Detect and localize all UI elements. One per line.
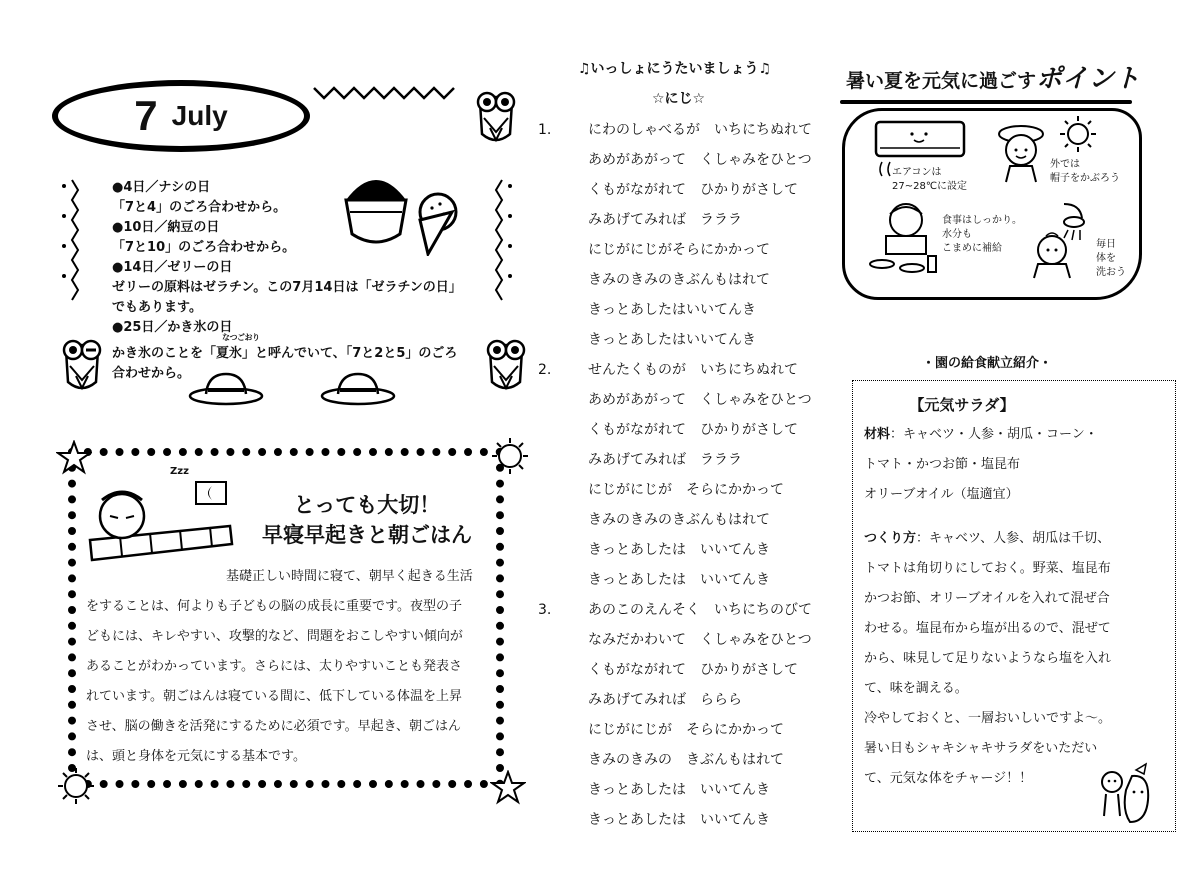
event-line: ●14日／ゼリーの日 <box>112 260 233 275</box>
ingredients-label: 材料 <box>864 427 891 442</box>
month-badge <box>52 80 310 152</box>
menu-title: 【元気サラダ】 <box>909 396 1015 414</box>
side-decoration-left <box>58 176 82 306</box>
summer-title-emphasis: ポイント <box>1036 64 1141 94</box>
owl-icon-right <box>480 332 532 394</box>
tip-aircon: エアコンは 27~28℃に設定 <box>892 167 968 192</box>
method-line-1 <box>864 524 1110 554</box>
method-line: から、味見して足りないようなら塩を入れ <box>864 651 1112 666</box>
summer-points-title <box>846 58 1140 95</box>
lyric-line: にじがにじが そらにかかって <box>588 482 784 498</box>
lyric-line: きっとあしたはいいてんき <box>588 302 756 318</box>
ruby-reading: なつごおり <box>222 333 260 342</box>
method-line: 暑い日もシャキシャキサラダをいただい <box>864 741 1098 756</box>
event-line: でもあります。 <box>112 300 202 315</box>
child-eating-icon <box>866 200 940 280</box>
lyric-line: みあげてみれば ラララ <box>588 452 742 468</box>
lyric-line: きっとあしたは いいてんき <box>588 812 770 828</box>
month-name: July <box>171 100 228 131</box>
tip-bath: 毎日 体を 洗おう <box>1096 239 1126 278</box>
lyric-line: あめがあがって くしゃみをひとつ <box>588 152 812 168</box>
body-line: 基礎正しい時間に寝て、朝早く起きる生活 <box>226 569 473 584</box>
body-line: させ、脳の働きを活発にするために必須です。早起き、朝ごはん <box>86 719 462 734</box>
body-line: れています。朝ごはんは寝ている間に、低下している体温を上昇 <box>86 689 462 704</box>
lyric-line: みあげてみれば ららら <box>588 692 742 708</box>
method-line: 冷やしておくと、一層おいしいですよ～。 <box>864 711 1112 726</box>
straw-hat-icon <box>318 370 398 406</box>
method-label: つくり方 <box>864 531 917 546</box>
vegetable-characters-icon <box>1096 760 1160 826</box>
tip-meal: 食事はしっかり。 水分も こまめに補給 <box>942 215 1022 254</box>
event-line: 「7と10」のごろ合わせから。 <box>112 240 296 255</box>
straw-hat-icon <box>186 370 266 406</box>
owl-icon <box>470 84 522 146</box>
side-decoration-right <box>492 176 516 306</box>
sun-icon <box>56 766 96 806</box>
lyric-line: くもがながれて ひかりがさして <box>588 662 798 678</box>
sleeping-child-icon <box>80 470 240 570</box>
lyric-line: きっとあしたはいいてんき <box>588 332 756 348</box>
lyric-line: きっとあしたは いいてんき <box>588 782 770 798</box>
body-line: をすることは、何よりも子どもの脳の成長に重要です。夜型の子 <box>86 599 462 614</box>
lyric-line: きみのきみの きぶんもはれて <box>588 752 784 768</box>
verse-number: 1. <box>538 122 552 138</box>
lyric-line: きみのきみのきぶんもはれて <box>588 512 770 528</box>
method-line: わせる。塩昆布から塩が出るので、混ぜて <box>864 621 1111 636</box>
zzz-text: Zzz <box>170 466 189 477</box>
shower-icon <box>1024 200 1096 280</box>
verse-number: 3. <box>538 602 552 618</box>
ingredients-line: トマト・かつお節・塩昆布 <box>864 457 1021 472</box>
body-line: あることがわかっています。さらには、太りやすいことも発表さ <box>86 659 462 674</box>
sleep-title-line2: 早寝早起きと朝ごはん <box>262 523 472 547</box>
method-line: て、味を調える。 <box>864 681 968 696</box>
sleep-title <box>242 490 492 550</box>
event-line: 「7と4」のごろ合わせから。 <box>112 200 287 215</box>
ingredients-line: オリーブオイル（塩適宜） <box>864 487 1019 502</box>
lyric-line: にじがにじが そらにかかって <box>588 722 784 738</box>
method-line: て、元気な体をチャージ！！ <box>864 771 1033 786</box>
lyric-line: くもがながれて ひかりがさして <box>588 182 798 198</box>
method-line: トマトは角切りにしておく。野菜、塩昆布 <box>864 561 1111 576</box>
lyric-line: きっとあしたは いいてんき <box>588 542 770 558</box>
title-underline <box>840 100 1132 104</box>
lyric-line: きっとあしたは いいてんき <box>588 572 770 588</box>
lyric-line: あめがあがって くしゃみをひとつ <box>588 392 812 408</box>
july-events <box>112 178 482 384</box>
zigzag-decoration <box>312 82 460 104</box>
event-line: ●25日／かき氷の日 <box>112 320 233 335</box>
tip-hat: 外では 帽子をかぶろう <box>1050 159 1120 184</box>
lyric-line: にわのしゃべるが いちにちぬれて <box>588 122 812 138</box>
star-icon <box>490 770 526 806</box>
lyric-line: あのこのえんそく いちにちのびて <box>588 602 812 618</box>
event-line: ゼリーの原料はゼラチン。この7月14日は「ゼラチンの日」 <box>112 280 462 295</box>
event-line: ●10日／納豆の日 <box>112 220 220 235</box>
event-line: かき氷のことを「夏氷」と呼んでいて、「7と2と5」のごろ <box>112 346 458 361</box>
owl-icon-left <box>56 332 108 394</box>
song-title: ☆にじ☆ <box>652 91 706 107</box>
ingredients-line-1 <box>864 420 1098 450</box>
body-line: どもには、キレやすい、攻撃的など、問題をおこしやすい傾向が <box>86 629 463 644</box>
method-text: ：キャベツ、人参、胡瓜は千切、 <box>916 531 1111 546</box>
event-line: ●4日／ナシの日 <box>112 180 211 195</box>
lyric-line: くもがながれて ひかりがさして <box>588 422 798 438</box>
sun-icon <box>1056 112 1100 156</box>
verse-number: 2. <box>538 362 552 378</box>
child-with-hat-icon <box>994 120 1048 184</box>
lyric-line: せんたくものが いちにちぬれて <box>588 362 798 378</box>
lyric-line: なみだかわいて くしゃみをひとつ <box>588 632 812 648</box>
method-line: かつお節、オリーブオイルを入れて混ぜ合 <box>864 591 1110 606</box>
summer-title-text: 暑い夏を元気に過ごす <box>846 70 1037 92</box>
body-line: は、頭と身体を元気にする基本です。 <box>86 749 306 764</box>
sleep-body <box>86 562 500 772</box>
song-heading: ♫いっしょにうたいましょう♫ <box>578 61 772 77</box>
sleep-title-line1: とっても大切！ <box>293 493 441 517</box>
lyric-line: みあげてみれば ラララ <box>588 212 742 228</box>
lyric-line: にじがにじがそらにかかって <box>588 242 770 258</box>
menu-heading: ・園の給食献立紹介・ <box>922 356 1053 371</box>
sun-icon <box>490 436 530 476</box>
month-number: 7 <box>134 92 158 139</box>
lyric-line: きみのきみのきぶんもはれて <box>588 272 770 288</box>
event-line: 合わせから。 <box>112 366 191 381</box>
ingredients-text: ：キャベツ・人参・胡瓜・コーン・ <box>890 427 1098 442</box>
